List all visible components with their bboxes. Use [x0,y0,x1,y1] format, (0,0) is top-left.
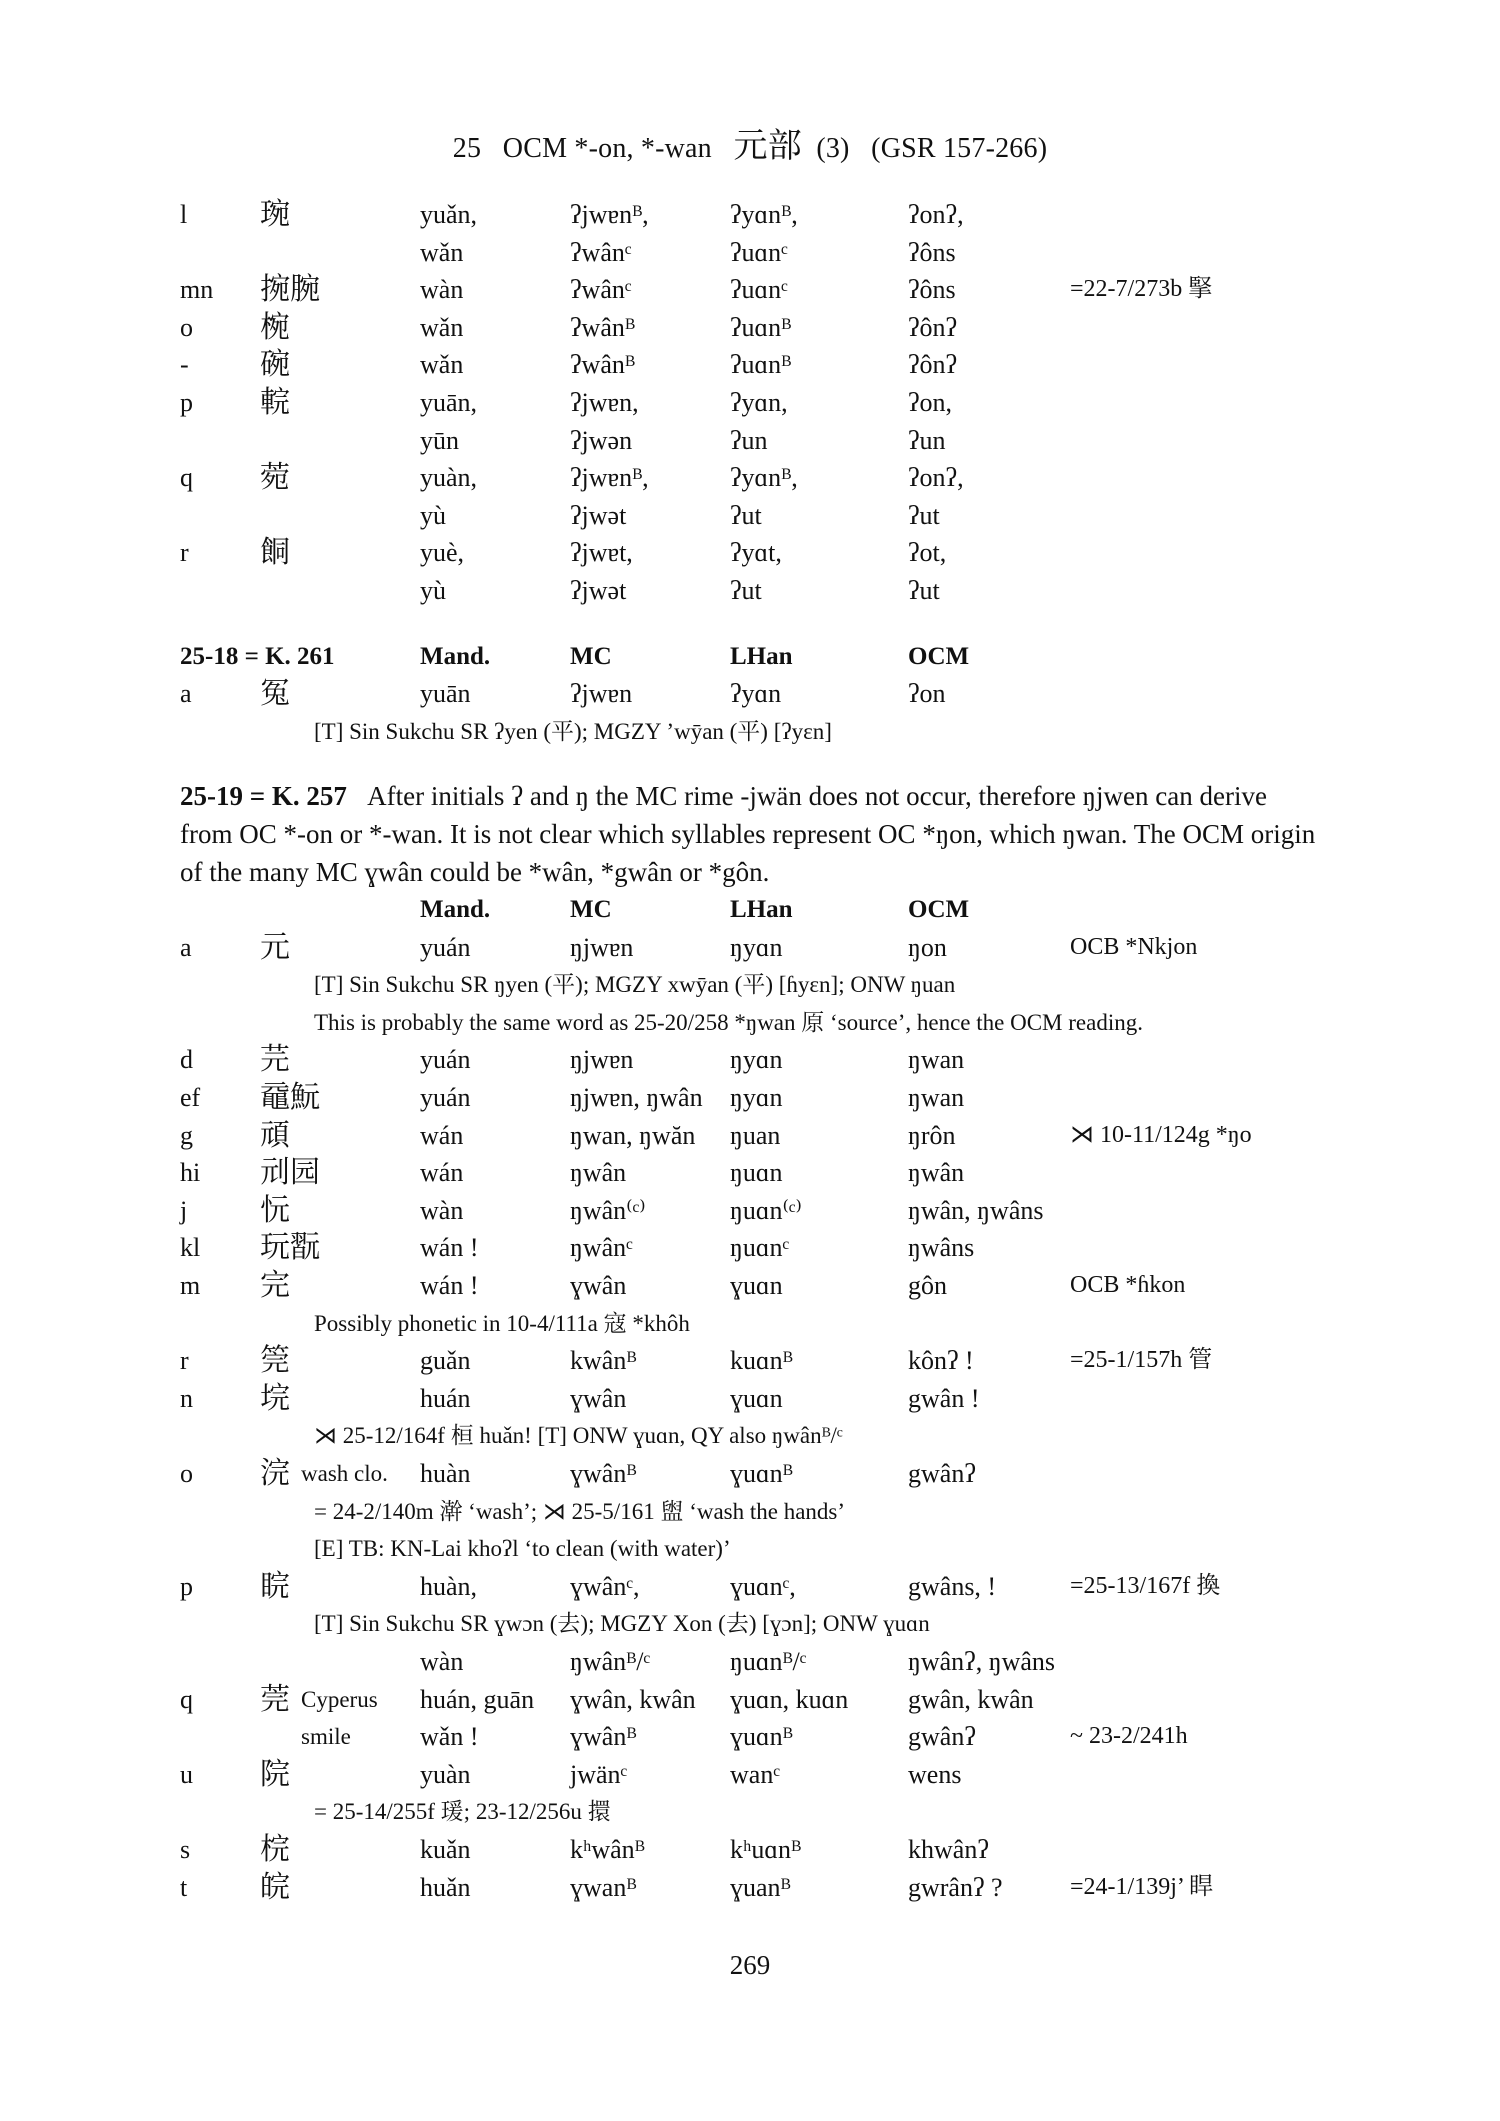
entry-later-han: ʔyɑn [730,679,782,709]
entry-id: u [180,1759,193,1789]
entry-id: mn [180,275,214,305]
entry-mandarin: yuàn [420,1759,471,1789]
entry-later-han: ɣuanᴮ [730,1872,791,1902]
entry-note: ~ 23-2/241h [1070,1723,1188,1750]
entry-old-chinese: ʔot, [908,538,947,568]
entry-old-chinese: gwâns, ! [908,1571,997,1601]
entry-middle-chinese: ʔjwɐnᴮ, [570,200,649,229]
entry-character: 玩翫 [260,1231,320,1265]
entry-row [180,1568,1320,1606]
entry-later-han: ʔuɑnᴮ [730,350,792,380]
entry-row [180,1831,1320,1869]
entry-note: = 25-14/255f 瑗; 23-12/256u 擐 [314,1799,611,1825]
entry-old-chinese: ʔut [908,575,940,605]
entry-note-row [180,1793,1320,1831]
entry-row [180,271,1320,309]
entry-character: 菀 [260,461,290,495]
entry-mandarin: huàn, [420,1571,478,1601]
entry-mandarin: huǎn [420,1872,471,1902]
entry-note-row [180,1305,1320,1343]
entry-later-han: ɣuɑnᶜ, [730,1571,796,1601]
entry-old-chinese: ŋwâns [908,1233,975,1263]
entry-middle-chinese: ŋjwɐn [570,1045,634,1075]
entry-id: l [180,200,188,229]
entry-old-chinese: gwân, kwân [908,1684,1034,1714]
entry-character: 院 [260,1757,290,1791]
entry-mandarin: yù [420,575,446,605]
entry-note-row [180,713,1320,751]
entry-old-chinese: ʔon [908,679,946,709]
entry-middle-chinese: ŋwânᶜ [570,1233,633,1263]
entry-row [180,1718,1320,1756]
entry-mandarin: yuǎn, [420,200,478,229]
entry-character: 頑 [260,1118,290,1152]
column-header-mc: MC [570,896,612,924]
entry-middle-chinese: ʔjwɐn, [570,387,639,417]
entry-gloss: wash clo. [301,1461,388,1486]
entry-later-han: ŋuɑnᶜ [730,1233,790,1263]
entry-mandarin: yuān, [420,387,478,417]
entry-old-chinese: ʔonʔ, [908,200,964,229]
entry-id: a [180,679,192,709]
column-header-lhan: LHan [730,896,793,924]
entry-old-chinese: ŋon [908,932,947,962]
entry-mandarin: wán [420,1158,464,1188]
entry-old-chinese: ʔut [908,500,940,530]
entry-later-han: ʔun [730,425,768,455]
entry-id: g [180,1120,193,1150]
entry-id: n [180,1383,193,1413]
entry-later-han: ʔuɑnᶜ [730,275,788,305]
entry-character: 輐 [260,385,290,419]
entry-id: kl [180,1233,201,1263]
running-head-gsr: (GSR 157-266) [871,133,1048,164]
series-header-row [180,638,1320,676]
entry-character: 元 [260,930,290,964]
entry-middle-chinese: ɣwânᴮ [570,1722,637,1752]
entry-row [180,497,1320,535]
entry-character: 椀 [260,310,290,344]
entry-old-chinese: ʔon, [908,387,953,417]
entry-id: o [180,312,193,342]
entry-mandarin: huán, guān [420,1684,535,1714]
entry-middle-chinese: ɣwânᴮ [570,1459,637,1488]
entry-later-han: ɣuɑn [730,1271,783,1301]
entry-note: =25-1/157h 管 [1070,1347,1213,1374]
entry-old-chinese: ŋwân [908,1158,965,1188]
entry-character: 完 [260,1269,290,1303]
entry-mandarin: guǎn [420,1346,471,1376]
entry-later-han: ŋyɑn [730,1083,783,1113]
entry-gloss: smile [301,1724,351,1750]
entry-id: r [180,1346,189,1376]
entry-later-han: ʔyɑnᴮ, [730,200,798,229]
entry-old-chinese: gwân ! [908,1383,980,1413]
column-header-ocm: OCM [908,896,970,924]
entry-old-chinese: ŋwan [908,1083,965,1113]
entry-middle-chinese: ŋwan, ŋwăn [570,1120,696,1150]
entry-mandarin: yuán [420,1045,471,1075]
entry-middle-chinese: ʔwânᴮ [570,312,635,342]
entry-middle-chinese: ŋwânᴮ/ᶜ [570,1646,651,1676]
entry-later-han: ʔyɑt, [730,538,782,568]
entry-character: 捥腕 [260,273,320,307]
entry-mandarin: kuǎn [420,1834,471,1864]
entry-old-chinese: ŋwânʔ, ŋwâns [908,1646,1056,1676]
entry-note: [E] TB: KN-Lai khoʔl ‘to clean (with water)’ [314,1536,731,1562]
entry-row [180,1267,1320,1305]
entry-row [180,534,1320,572]
entry-character: 垸 [260,1381,290,1415]
entry-character: 莞 [260,1682,290,1716]
page-number: 269 [729,1950,771,1980]
entry-id: q [180,463,193,493]
entry-mandarin: wàn [420,275,464,305]
entry-old-chinese: ʔun [908,425,946,455]
entry-id: t [180,1872,188,1902]
entry-later-han: kuɑnᴮ [730,1346,793,1376]
entry-mandarin: yuān [420,679,471,709]
series-intro-text: After initials ʔ and ŋ the MC rime -jwän does not occur, therefore ŋjwen can derive from OC *-on or *-wan. It is not clear which syllables represent OC *ŋon, which ŋwan. The OCM origin of the many MC ɣwân could be *wân, *gwân or *gôn. [180,781,1316,887]
entry-middle-chinese: ɣwân, kwân [570,1684,696,1714]
entry-row [180,196,1320,234]
entry-row [180,309,1320,347]
entry-middle-chinese: kwânᴮ [570,1346,637,1376]
entry-later-han: ŋyɑn [730,1045,783,1075]
entry-middle-chinese: ŋwân [570,1158,627,1188]
entry-mandarin: wǎn ! [420,1722,479,1752]
entry-id: d [180,1045,193,1075]
entry-later-han: ɣuɑn, kuɑn [730,1684,849,1714]
entry-row [180,1380,1320,1418]
entry-row [180,675,1320,713]
entry-middle-chinese: ʔjwət [570,500,627,530]
entry-mandarin: yūn [420,425,459,455]
entry-mandarin: yuán [420,932,471,962]
entry-row [180,1681,1320,1719]
entry-old-chinese: ʔônʔ [908,312,958,342]
entry-note: ⋊ 10-11/124g *ŋo [1070,1121,1252,1148]
entry-old-chinese: ʔônʔ [908,350,958,380]
entry-row [180,422,1320,460]
entry-note-row [180,1605,1320,1643]
entry-middle-chinese: jwänᶜ [570,1759,628,1789]
entry-id: o [180,1459,193,1488]
entry-mandarin: yuàn, [420,463,478,493]
series-intro [180,778,1320,891]
entry-old-chinese: ʔôns [908,275,956,305]
series-25-19 [180,778,1320,1906]
entry-middle-chinese: ʔjwɐt, [570,538,633,568]
entry-note: OCB *ɦkon [1070,1272,1186,1299]
entry-note: [T] Sin Sukchu SR ɣwɔn (去); MGZY Xon (去) [ɣɔn]; ONW ɣuɑn [314,1611,930,1637]
entry-character: 睆 [260,1569,290,1603]
entry-later-han: wanᶜ [730,1759,780,1789]
entry-middle-chinese: ŋjwɐn, ŋwân [570,1083,703,1113]
entry-old-chinese: khwânʔ [908,1834,989,1864]
entry-row [180,459,1320,497]
entry-character: 浣 [260,1457,290,1490]
entry-later-han: ŋyɑn [730,932,783,962]
entry-note: =25-13/167f 換 [1070,1572,1221,1599]
entry-character: 刓园 [260,1156,320,1190]
entry-note: This is probably the same word as 25-20/258 *ŋwan 原 ‘source’, hence the OCM reading. [314,1009,1143,1035]
entry-character: 筦 [260,1344,290,1378]
entry-note: Possibly phonetic in 10-4/111a 寇 *khôh [314,1310,690,1336]
entry-old-chinese: gwânʔ [908,1722,976,1752]
entry-later-han: ŋuɑn [730,1158,783,1188]
entry-character: 琬 [260,198,290,231]
entry-row [180,1192,1320,1230]
entry-later-han: ʔut [730,500,762,530]
column-header-mand: Mand. [420,642,491,670]
entry-old-chinese: ʔôns [908,237,956,267]
column-header-ocm: OCM [908,642,970,670]
entry-row [180,1869,1320,1907]
entry-mandarin: wán [420,1120,464,1150]
entry-note: =22-7/273b 掔 [1070,276,1213,303]
entry-row [180,1079,1320,1117]
entry-note-row [180,1417,1320,1455]
entry-id: s [180,1834,191,1864]
entry-middle-chinese: ʔwânᶜ [570,237,632,267]
entry-mandarin: wán ! [420,1271,479,1301]
running-head-part: (3) [816,133,850,164]
entry-old-chinese: gwrânʔ ? [908,1872,1003,1902]
column-header-mand: Mand. [420,896,491,924]
entry-later-han: ɣuɑnᴮ [730,1459,793,1488]
entry-old-chinese: ŋrôn [908,1120,956,1150]
entry-id: - [180,350,189,380]
entry-id: a [180,932,192,962]
entry-note: [T] Sin Sukchu SR ŋyen (平); MGZY xwȳan (平) [ɦyɛn]; ONW ŋuan [314,972,956,998]
entry-character: 皖 [260,1870,290,1904]
entry-old-chinese: ŋwan [908,1045,965,1075]
entry-note-row [180,1004,1320,1042]
entry-note: OCB *Nkjon [1070,933,1198,960]
running-head-ocm: OCM *-on, *-wan [502,133,712,164]
entry-block-series-19 [180,929,1320,1906]
entry-mandarin: wán ! [420,1233,479,1263]
entry-mandarin: huán [420,1383,471,1413]
entry-id: q [180,1684,193,1714]
entry-mandarin: wǎn [420,237,464,267]
entry-row [180,234,1320,272]
entry-later-han: ʔyɑnᴮ, [730,463,798,493]
entry-middle-chinese: ʔwânᶜ [570,275,632,305]
entry-row [180,1229,1320,1267]
entry-later-han: ŋuɑn⁽ᶜ⁾ [730,1195,802,1225]
entry-note-row [180,1530,1320,1568]
entry-old-chinese: gôn [908,1271,947,1301]
entry-old-chinese: kônʔ ! [908,1346,974,1376]
column-header-lhan: LHan [730,642,793,670]
series-25-18 [180,638,1320,751]
entry-middle-chinese: ʔjwɐnᴮ, [570,463,649,493]
entry-row [180,1455,1320,1493]
column-header-mc: MC [570,642,612,670]
entry-mandarin: huàn [420,1459,471,1488]
entry-row [180,1756,1320,1794]
running-head-chinese: 元部 [733,128,802,165]
entry-later-han: ʔuɑnᴮ [730,312,792,342]
entry-row [180,1117,1320,1155]
entry-middle-chinese: ʔjwɐn [570,679,633,709]
entry-mandarin: yù [420,500,446,530]
entry-row [180,346,1320,384]
series-header-row [180,891,1320,929]
entry-block-series-17 [180,196,1320,610]
entry-later-han: kʰuɑnᴮ [730,1834,802,1864]
series-label: 25-18 = K. 261 [180,642,335,670]
entry-row [180,929,1320,967]
entry-id: ef [180,1083,201,1113]
entry-later-han: ʔuɑnᶜ [730,237,788,267]
entry-note: ⋊ 25-12/164f 桓 huǎn! [T] ONW ɣuɑn, QY also ŋwânᴮ/ᶜ [314,1423,843,1449]
running-head-number: 25 [452,133,482,164]
entry-old-chinese: gwânʔ [908,1459,976,1488]
entry-character: 忨 [260,1193,290,1227]
entry-row [180,1154,1320,1192]
entry-row [180,1643,1320,1681]
running-head [0,118,1500,167]
entry-row [180,1342,1320,1380]
entry-row [180,384,1320,422]
entry-id: p [180,387,193,417]
entry-id: j [180,1195,188,1225]
entry-middle-chinese: ŋwân⁽ᶜ⁾ [570,1195,646,1225]
entry-mandarin: yuè, [420,538,465,568]
entry-middle-chinese: ɣwânᶜ, [570,1571,640,1601]
entry-row [180,572,1320,610]
entry-note: =24-1/139j’ 睅 [1070,1873,1214,1900]
entry-mandarin: yuán [420,1083,471,1113]
entry-middle-chinese: kʰwânᴮ [570,1834,645,1864]
entry-gloss: Cyperus [301,1686,378,1712]
entry-note-row [180,966,1320,1004]
entry-later-han: ŋuan [730,1120,781,1150]
page-content [180,196,1320,1906]
entry-later-han: ɣuɑnᴮ [730,1722,793,1752]
entry-old-chinese: ʔonʔ, [908,463,964,493]
entry-middle-chinese: ʔwânᴮ [570,350,635,380]
entry-character: 芫 [260,1043,290,1077]
entry-middle-chinese: ŋjwɐn [570,932,634,962]
entry-mandarin: wàn [420,1195,464,1225]
entry-character: 碗 [260,348,290,382]
entry-row [180,1041,1320,1079]
entry-middle-chinese: ɣwanᴮ [570,1872,637,1902]
entry-later-han: ʔyɑn, [730,387,788,417]
entry-middle-chinese: ʔjwən [570,425,633,455]
entry-later-han: ʔut [730,575,762,605]
entry-note: [T] Sin Sukchu SR ʔyen (平); MGZY ’wȳan (平) [ʔyɛn] [314,718,832,744]
entry-id: r [180,538,189,568]
entry-mandarin: wǎn [420,350,464,380]
entry-middle-chinese: ɣwân [570,1271,627,1301]
entry-character: 黿魭 [260,1081,320,1115]
entry-later-han: ŋuɑnᴮ/ᶜ [730,1646,807,1676]
entry-old-chinese: ŋwân, ŋwâns [908,1195,1044,1225]
entry-mandarin: wàn [420,1646,464,1676]
entry-middle-chinese: ɣwân [570,1383,627,1413]
entry-id: p [180,1571,193,1601]
entry-old-chinese: wens [908,1759,962,1789]
entry-middle-chinese: ʔjwət [570,575,627,605]
entry-character: 冤 [260,677,290,711]
entry-later-han: ɣuɑn [730,1383,783,1413]
entry-mandarin: wǎn [420,312,464,342]
entry-character: 餇 [260,536,290,570]
entry-note-row [180,1493,1320,1531]
entry-note: = 24-2/140m 澣 ‘wash’; ⋊ 25-5/161 盥 ‘wash the hands’ [314,1498,846,1524]
entry-id: m [180,1271,201,1301]
series-label: 25-19 = K. 257 [180,781,347,812]
entry-id: hi [180,1158,201,1188]
entry-character: 梡 [260,1832,290,1866]
